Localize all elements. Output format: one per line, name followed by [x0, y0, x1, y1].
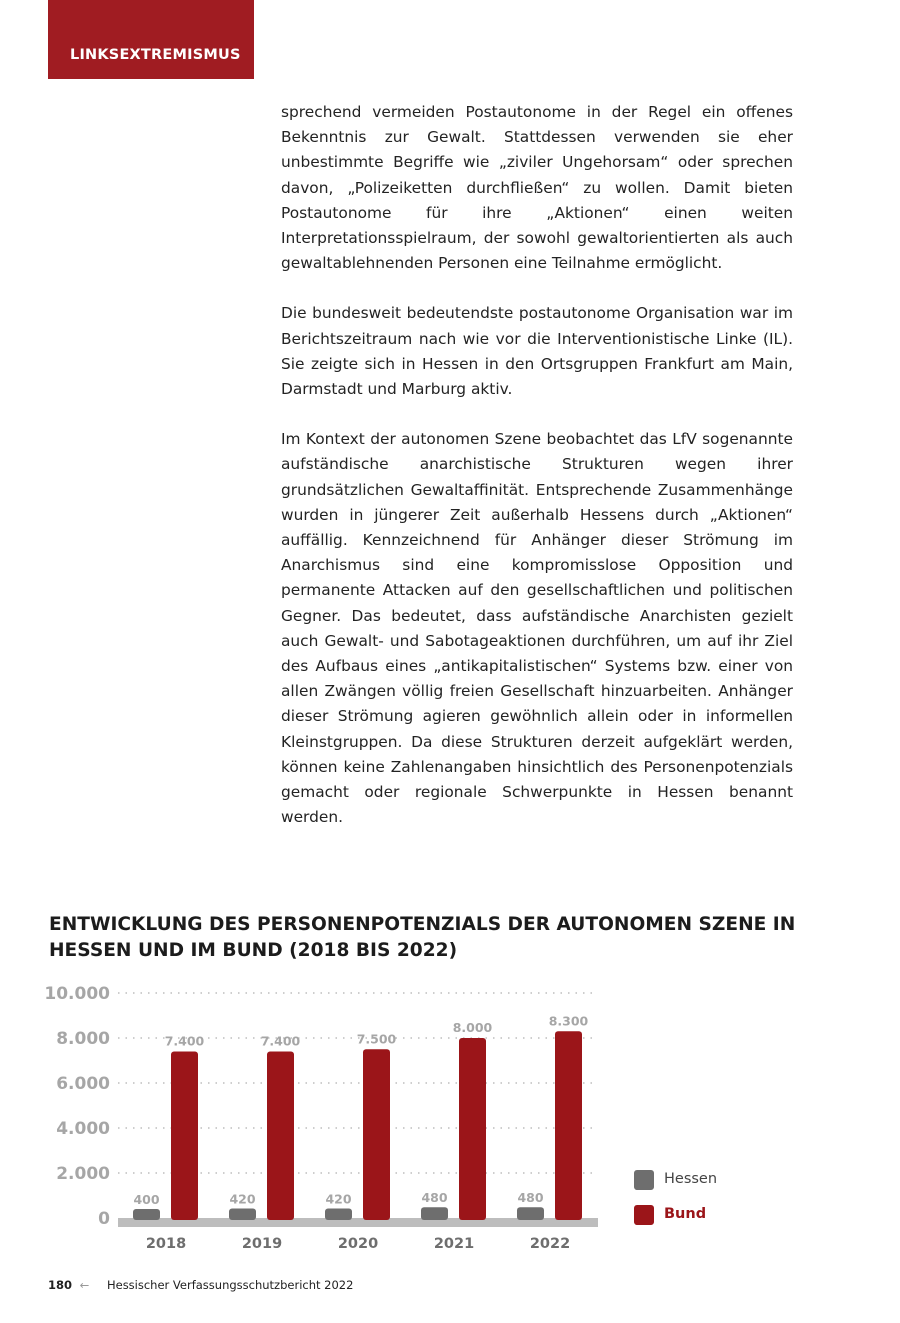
section-tab [48, 0, 254, 79]
page-footer [48, 1278, 353, 1292]
legend-label-bund: Bund [664, 1206, 707, 1222]
bar-hessen [229, 1209, 256, 1220]
data-label-hessen: 480 [517, 1190, 544, 1206]
data-label-bund: 7.500 [356, 1031, 397, 1047]
section-label: LINKSEXTREMISMUS [70, 47, 241, 63]
y-tick-label: 10.000 [44, 984, 110, 1004]
arrow-left-icon: ← [79, 1278, 90, 1292]
paragraph: Im Kontext der autonomen Szene beobachtet das LfV sogenannte aufständische anarchistische Strukturen wegen ihrer grundsätzlichen Gewaltaffinität. Entsprechende Zusammenhänge wurden in jüngerer Zeit außerhalb Hessens durch „Aktionen“ auffällig. Kennzeichnend für Anhänger dieser Strömung im Anarchismus sind eine kompromisslose Opposition und permanente Attacken auf den gesellschaftlichen und politischen Gegner. Das bedeutet, dass aufständische Anarchisten gezielt auch Gewalt- und Sabotageaktionen durchführen, um auf ihr Ziel des Aufbaus eines „antikapitalistischen“ Systems bzw. einer von allen Zwängen völlig freien Gesellschaft hinzuarbeiten. Anhänger dieser Strömung agieren gewöhnlich allein oder in informellen Kleinstgruppen. Da diese Strukturen derzeit aufgeklärt werden, können keine Zahlenangaben hinsichtlich des Personenpotenzials gemacht oder regionale Schwerpunkte in Hessen benannt werden. [281, 430, 793, 827]
body-text [281, 100, 793, 855]
bar-hessen [421, 1207, 448, 1220]
bar-bund [555, 1031, 582, 1220]
x-tick-label: 2018 [145, 1236, 187, 1252]
chart-title: ENTWICKLUNG DES PERSONENPOTENZIALS DER AUTONOMEN SZENE IN HESSEN UND IM BUND (2018 BIS 2022) [49, 914, 796, 961]
bar-bund [171, 1052, 198, 1221]
bar-hessen [325, 1209, 352, 1220]
x-tick-label: 2019 [241, 1236, 283, 1252]
paragraph: sprechend vermeiden Postautonome in der Regel ein offenes Bekenntnis zur Gewalt. Stattdessen verwenden sie eher unbestimmte Begriffe wie „ziviler Ungehorsam“ oder sprechen davon, „Polizeiketten durchfließen“ zu wollen. Damit bieten Postautonome für ihre „Aktionen“ einen weiten Interpretationsspielraum, der sowohl gewaltorientierten als auch gewaltablehnenden Personen eine Teilnahme ermöglicht. [281, 103, 793, 273]
legend-label-hessen: Hessen [664, 1171, 718, 1187]
data-label-hessen: 420 [325, 1191, 352, 1207]
data-label-bund: 7.400 [164, 1033, 205, 1049]
publication-title: Hessischer Verfassungsschutzbericht 2022 [106, 1278, 354, 1292]
data-label-hessen: 480 [421, 1190, 448, 1206]
y-tick-label: 4.000 [56, 1119, 110, 1139]
legend-swatch-bund [634, 1205, 654, 1225]
data-label-bund: 8.000 [452, 1020, 493, 1035]
data-label-bund: 8.300 [548, 1013, 589, 1029]
y-tick-label: 0 [98, 1209, 110, 1229]
y-tick-label: 8.000 [56, 1029, 110, 1049]
bar-bund [267, 1052, 294, 1221]
y-tick-label: 6.000 [56, 1074, 110, 1094]
data-label-hessen: 400 [133, 1192, 160, 1207]
x-tick-label: 2022 [529, 1236, 571, 1252]
x-tick-label: 2020 [337, 1236, 379, 1252]
paragraph: Die bundesweit bedeutendste postautonome Organisation war im Berichtszeitraum nach wie vor die Interventionistische Linke (IL). Sie zeigte sich in Hessen in den Ortsgruppen Frankfurt am Main, Darmstadt und Marburg aktiv. [281, 304, 793, 399]
bar-chart [0, 975, 630, 1265]
y-tick-label: 2.000 [56, 1164, 110, 1184]
data-label-bund: 7.400 [260, 1033, 301, 1049]
bar-hessen [133, 1209, 160, 1220]
data-label-hessen: 420 [229, 1191, 256, 1207]
page-number: 180 [48, 1278, 73, 1292]
bar-bund [459, 1038, 486, 1220]
x-tick-label: 2021 [433, 1236, 475, 1252]
bar-bund [363, 1049, 390, 1220]
legend-swatch-hessen [634, 1170, 654, 1190]
bar-hessen [517, 1207, 544, 1220]
